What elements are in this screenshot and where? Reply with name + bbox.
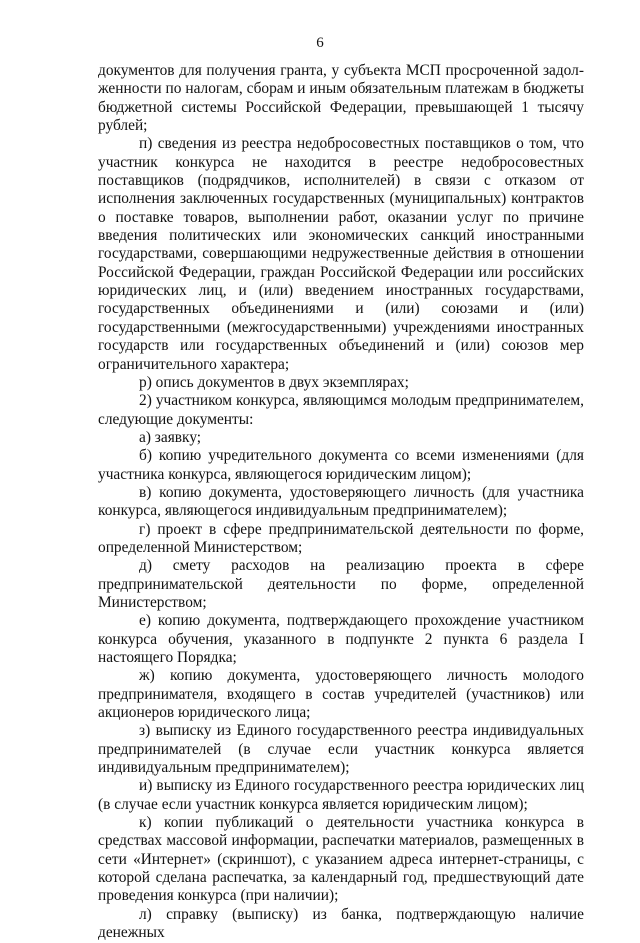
document-body: [98, 62, 584, 943]
paragraph-item-l: л) справку (выписку) из банка, подтверждающую наличие денежных: [98, 905, 584, 942]
paragraph-item-p: п) сведения из реестра недобросовестных поставщиков о том, что участник конкурса не находится в реестре недобросовестных поставщиков (подрядчиков, исполнителей) в связи с отказом от исполнения заключенных государственных (муниципальных) контрактов о поставке товаров, выполнении работ, оказании услуг по причине введения политических или экономических санкций иностранными государствами, совершающими недружественные действия в отношении Российской Федерации, граждан Российской Федерации или российских юридических лиц, и (или) введением иностранных государствами, государственных объединениями и (или) союзами и (или) государственными (межгосударственными) учреждениями иностранных государств или государственных объединений и (или) союзов мер ограничительного характера;: [98, 135, 584, 373]
paragraph-item-z: з) выписку из Единого государственного реестра индивидуальных предпринимателей (в случае если участник конкурса является индивидуальным предпринимателем);: [98, 722, 584, 777]
paragraph-item-d: д) смету расходов на реализацию проекта в сфере предпринимательской деятельности по форме, определенной Министерством;: [98, 557, 584, 611]
paragraph-item-g: г) проект в сфере предпринимательской деятельности по форме, определенной Министерством;: [98, 520, 584, 556]
paragraph-item-a: а) заявку;: [139, 428, 202, 446]
paragraph-item-v: в) копию документа, удостоверяющего личность (для участника конкурса, являющегося индивидуальным предпринимателем);: [98, 483, 584, 520]
paragraph-item-r: р) опись документов в двух экземплярах;: [139, 373, 409, 391]
paragraph-item-k: к) копии публикаций о деятельности участника конкурса в средствах массовой информации, распечатки материалов, размещенных в сети «Интернет» (скриншот), с указанием адреса интернет-страницы, с которой сделана распечатка, за календарный год, предшествующий дате проведения конкурса (при наличии);: [98, 814, 584, 905]
paragraph-continuation: документов для получения гранта, у субъекта МСП просроченной задолженности по налогам, сборам и иным обязательным платежам в бюджеты бюджетной системы Российской Федерации, превышающей 1 тысячу рублей;: [98, 62, 584, 135]
paragraph-item-zh: ж) копию документа, удостоверяющего личность молодого предпринимателя, входящего в состав учредителей (участников) или акционеров юридического лица;: [98, 667, 584, 722]
paragraph-item-2: 2) участником конкурса, являющимся молодым предпринимателем, следующие документы:: [98, 392, 584, 428]
paragraph-item-b: б) копию учредительного документа со всеми изменениями (для участника конкурса, являющегося юридическим лицом);: [98, 447, 584, 483]
paragraph-item-i: и) выписку из Единого государственного реестра юридических лиц (в случае если участник конкурса является юридическим лицом);: [98, 777, 584, 813]
page-number: 6: [316, 35, 324, 51]
paragraph-item-e: е) копию документа, подтверждающего прохождение участником конкурса обучения, указанного в подпункте 2 пункта 6 раздела I настоящего Порядка;: [98, 612, 584, 666]
